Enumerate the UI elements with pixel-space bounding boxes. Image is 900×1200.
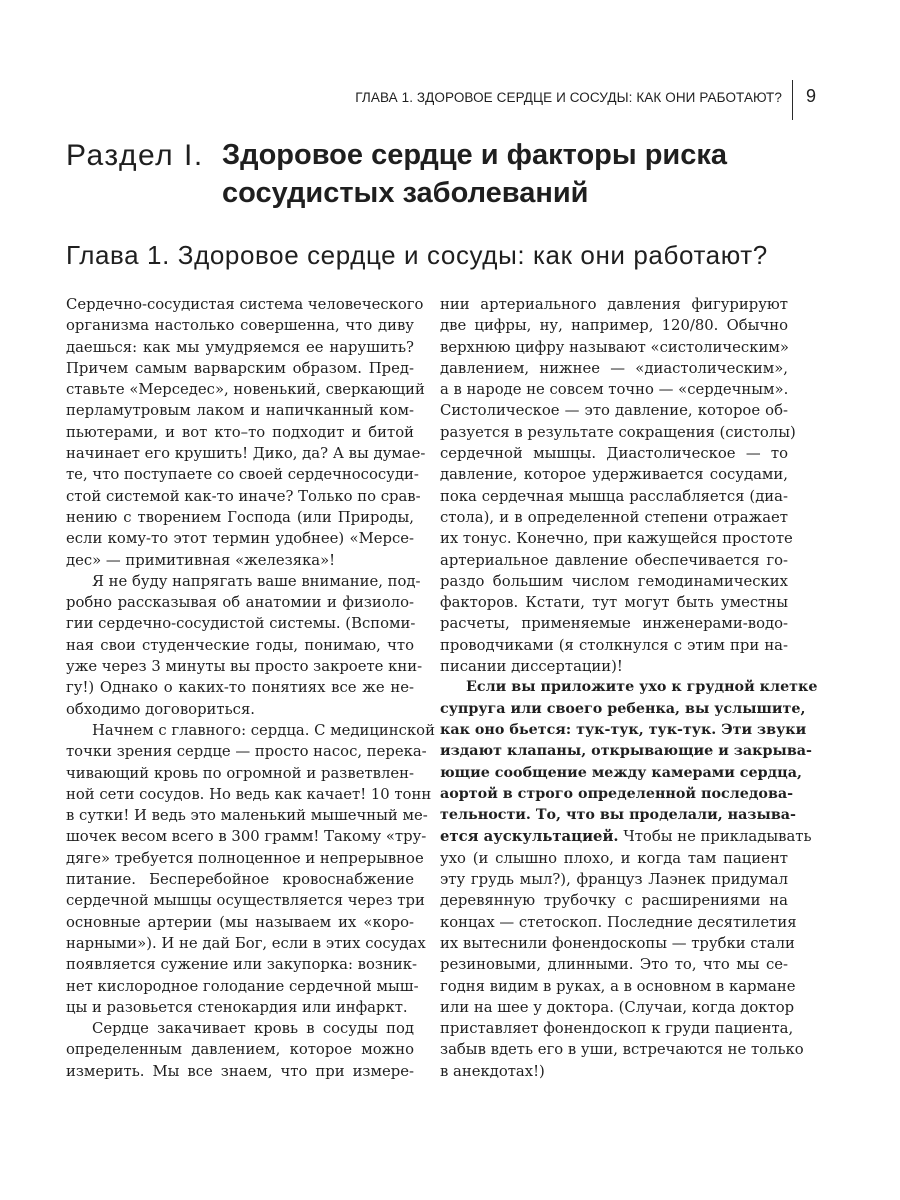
text-line: дес» — примитивная «железяка»! <box>66 551 336 569</box>
text-line: давлением, нижнее — «диастолическим», <box>440 359 788 377</box>
text-line: писании диссертации)! <box>440 658 623 676</box>
running-head: ГЛАВА 1. ЗДОРОВОЕ СЕРДЦЕ И СОСУДЫ: КАК ОНИ РАБОТАЮТ? <box>355 90 782 105</box>
chapter-title: Глава 1. Здоровое сердце и сосуды: как они работают? <box>66 240 768 270</box>
text-line: гу!) Однако о каких-то понятиях все же не- <box>66 679 414 697</box>
text-line: верхнюю цифру называют «систолическим» <box>440 338 789 356</box>
right-column <box>440 294 818 1082</box>
text-line: Я не буду напрягать ваше внимание, под- <box>92 572 421 590</box>
text-line: начинает его крушить! Дико, да? А вы думае- <box>66 445 426 463</box>
text-line: перламутровым лаком и напичканный ком- <box>66 402 414 420</box>
text-line: дяге» требуется полноценное и непрерывное <box>66 849 424 867</box>
text-line: или на шее у доктора. (Случаи, когда доктор <box>440 998 795 1016</box>
text-line: Причем самым варварским образом. Пред- <box>66 359 414 377</box>
text-line: факторов. Кстати, тут могут быть уместны <box>440 594 788 612</box>
text-line: Начнем с главного: сердца. С медицинской <box>92 721 435 739</box>
text-line-mixed <box>440 826 812 847</box>
text-line: нению с творением Господа (или Природы, <box>66 508 414 526</box>
text-line: организма настолько совершенна, что диву <box>66 317 414 335</box>
text-line: стой системой как-то иначе? Только по срав- <box>66 487 421 505</box>
text-line: в анекдотах!) <box>440 1062 545 1080</box>
text-line: проводчиками (я столкнулся с этим при на- <box>440 636 788 654</box>
text-line: а в народе не совсем точно — «сердечным». <box>440 381 789 399</box>
text-line: сердечной мышцы осуществляется через три <box>66 892 425 910</box>
section-label: Раздел I. <box>66 139 204 172</box>
text-line: издают клапаны, открывающие и закрыва- <box>440 743 812 760</box>
text-line: забыв вдеть его в уши, встречаются не только <box>440 1041 804 1059</box>
text-line: робно рассказывая об анатомии и физиоло- <box>66 594 414 612</box>
text-line: годня видим в руках, а в основном в кармане <box>440 977 796 995</box>
text-line: шочек весом всего в 300 грамм! Такому «тру- <box>66 828 427 846</box>
text-line: чивающий кровь по огромной и разветвлен- <box>66 764 414 782</box>
text-line: сердечной мышцы. Диастолическое — то <box>440 445 788 463</box>
text-line: ющие сообщение между камерами сердца, <box>440 764 802 781</box>
text-line: ставьте «Мерседес», новенький, сверкающий <box>66 381 425 399</box>
text-line: ной сети сосудов. Но ведь как качает! 10 тонн <box>66 785 432 803</box>
text-line: разуется в результате сокращения (систолы) <box>440 423 796 441</box>
text-line: их тонус. Конечно, при кажущейся простоте <box>440 530 793 548</box>
text-line: уже через 3 минуты вы просто закроете кни- <box>66 658 423 676</box>
text-line: питание. Бесперебойное кровоснабжение <box>66 871 414 889</box>
text-line: давление, которое удерживается сосудами, <box>440 466 788 484</box>
text-line: резиновыми, длинными. Это то, что мы се- <box>440 956 788 974</box>
left-column <box>66 294 435 1082</box>
text-line: Систолическое — это давление, которое об- <box>440 402 788 420</box>
text-line: как оно бьется: тук-тук, тук-тук. Эти звуки <box>440 721 807 738</box>
text-line: в сутки! И ведь это маленький мышечный ме- <box>66 807 428 825</box>
text-line: артериальное давление обеспечивается го- <box>440 551 788 569</box>
section-heading <box>66 136 782 212</box>
header-divider <box>792 80 793 120</box>
text-line: эту грудь мыл?), француз Лаэнек придумал <box>440 871 788 889</box>
text-line: деревянную трубочку с расширениями на <box>440 892 788 910</box>
text-line: концах — стетоскоп. Последние десятилетия <box>440 913 797 931</box>
text-line: гии сердечно-сосудистой системы. (Вспоми- <box>66 615 416 633</box>
text-line: ная свои студенческие годы, понимаю, что <box>66 636 414 654</box>
text-fragment: Чтобы не прикладывать <box>623 828 812 846</box>
section-title: Здоровое сердце и факторы риска сосудистых заболеваний <box>222 139 728 209</box>
text-line: приставляет фонендоскоп к груди пациента, <box>440 1020 794 1038</box>
text-line: тельности. То, что вы проделали, называ- <box>440 807 796 824</box>
text-line: основные артерии (мы называем их «коро- <box>66 913 414 931</box>
text-line: обходимо договориться. <box>66 700 255 718</box>
text-line: Сердечно-сосудистая система человеческого <box>66 296 424 313</box>
text-line: даешься: как мы умудряемся ее нарушить? <box>66 338 414 356</box>
text-line: аортой в строго определенной последова- <box>440 785 794 802</box>
text-line: стола), и в определенной степени отражает <box>440 508 788 526</box>
text-line: две цифры, ну, например, 120/80. Обычно <box>440 317 788 335</box>
text-line: нии артериального давления фигурируют <box>440 296 788 313</box>
text-line: ухо (и слышно плохо, и когда там пациент <box>440 849 788 867</box>
text-line: определенным давлением, которое можно <box>66 1041 414 1059</box>
text-line: нарными»). И не дай Бог, если в этих сосудах <box>66 934 426 952</box>
text-line: нет кислородное голодание сердечной мыш- <box>66 977 419 995</box>
text-line: их вытеснили фонендоскопы — трубки стали <box>440 934 795 952</box>
page-number: 9 <box>806 86 817 106</box>
text-line: пока сердечная мышца расслабляется (диа- <box>440 487 788 505</box>
text-line: цы и разовьется стенокардия или инфаркт. <box>66 998 408 1016</box>
text-line: точки зрения сердце — просто насос, перека- <box>66 743 427 761</box>
text-line: раздо большим числом гемодинамических <box>440 572 788 590</box>
text-line: супруга или своего ребенка, вы услышите, <box>440 700 806 717</box>
text-line: расчеты, применяемые инженерами-водо- <box>440 615 788 633</box>
text-line: если кому-то этот термин удобнее) «Мерсе- <box>66 530 414 548</box>
text-line: появляется сужение или закупорка: возник- <box>66 956 417 974</box>
text-line: измерить. Мы все знаем, что при измере- <box>66 1062 414 1080</box>
bold-term: ется аускультацией. <box>440 828 619 846</box>
text-line: Сердце закачивает кровь в сосуды под <box>92 1020 414 1038</box>
text-line: пьютерами, и вот кто–то подходит и битой <box>66 423 414 441</box>
text-line: Если вы приложите ухо к грудной клетке <box>466 679 818 696</box>
text-line: те, что поступаете со своей сердечнососуди- <box>66 466 419 484</box>
